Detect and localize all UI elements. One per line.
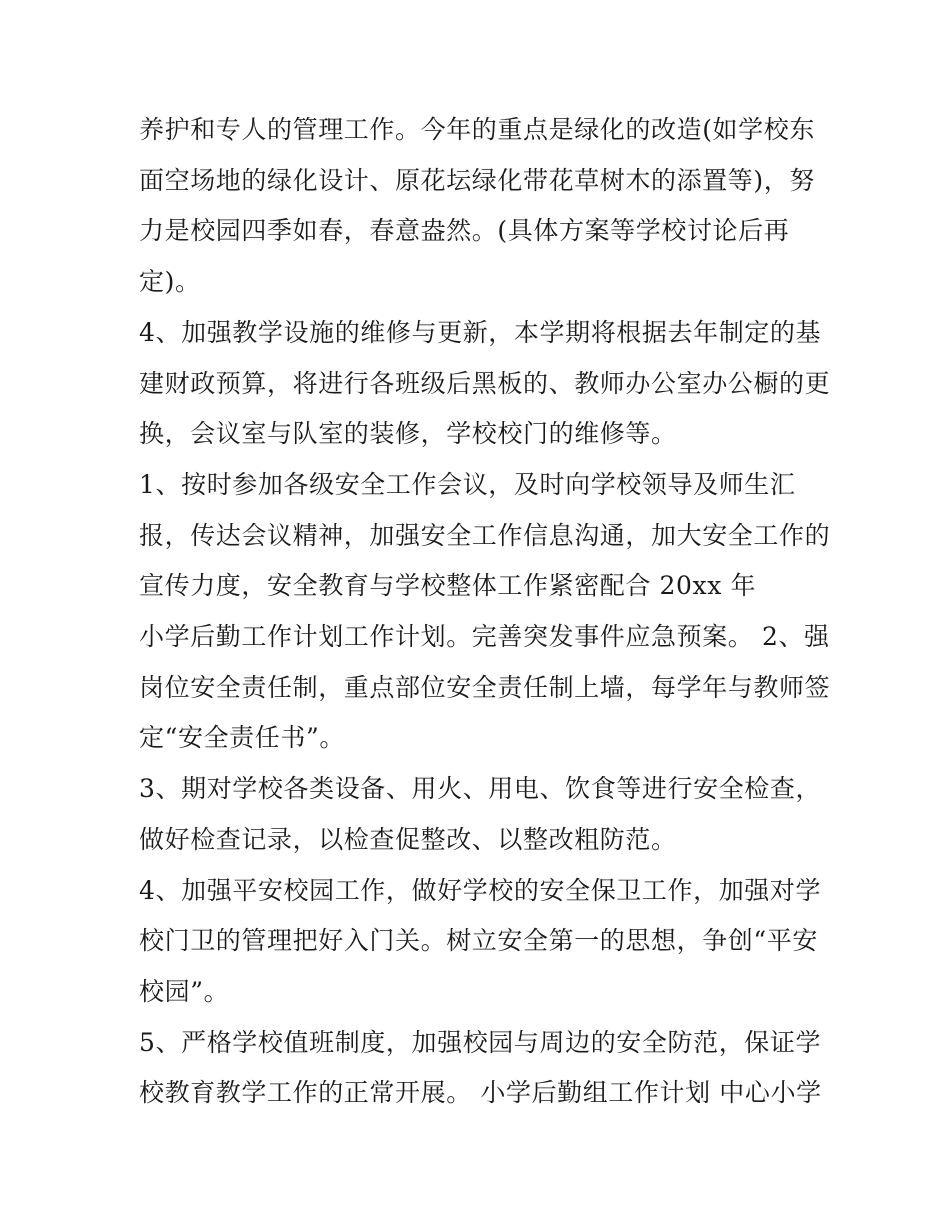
text-line: 5、严格学校值班制度，加强校园与周边的安全防范，保证学 (139, 1028, 822, 1057)
text-line: 报，传达会议精神，加强安全工作信息沟通，加大安全工作的 (139, 521, 831, 550)
text-line: 岗位安全责任制，重点部位安全责任制上墙，每学年与教师签 (139, 673, 831, 702)
text-line: 宣传力度，安全教育与学校整体工作紧密配合 20xx 年 (139, 571, 757, 600)
text-line: 小学后勤工作计划工作计划。完善突发事件应急预案。 2、强 (139, 622, 830, 651)
text-line: 定)。 (139, 267, 201, 296)
text-line: 校门卫的管理把好入门关。树立安全第一的思想，争创“平安 (139, 926, 818, 955)
text-line: 3、期对学校各类设备、用火、用电、饮食等进行安全检查， (139, 774, 822, 803)
text-line: 1、按时参加各级安全工作会议，及时向学校领导及师生汇 (139, 470, 796, 499)
text-line: 面空场地的绿化设计、原花坛绿化带花草树木的添置等)，努 (139, 166, 815, 195)
text-line: 校教育教学工作的正常开展。 小学后勤组工作计划 中心小学 (139, 1078, 822, 1107)
text-line: 换，会议室与队室的装修，学校校门的维修等。 (139, 419, 677, 448)
text-line: 4、加强平安校园工作，做好学校的安全保卫工作，加强对学 (139, 876, 822, 905)
text-line: 定“安全责任书”。 (139, 723, 345, 752)
text-line: 校园”。 (139, 977, 230, 1006)
text-line: 4、加强教学设施的维修与更新，本学期将根据去年制定的基 (139, 318, 822, 347)
text-line: 力是校园四季如春，春意盎然。(具体方案等学校讨论后再 (139, 216, 790, 245)
text-line: 建财政预算，将进行各班级后黑板的、教师办公室办公橱的更 (139, 369, 831, 398)
text-line: 做好检查记录，以检查促整改、以整改粗防范。 (139, 825, 677, 854)
text-line: 养护和专人的管理工作。今年的重点是绿化的改造(如学校东 (139, 115, 815, 144)
